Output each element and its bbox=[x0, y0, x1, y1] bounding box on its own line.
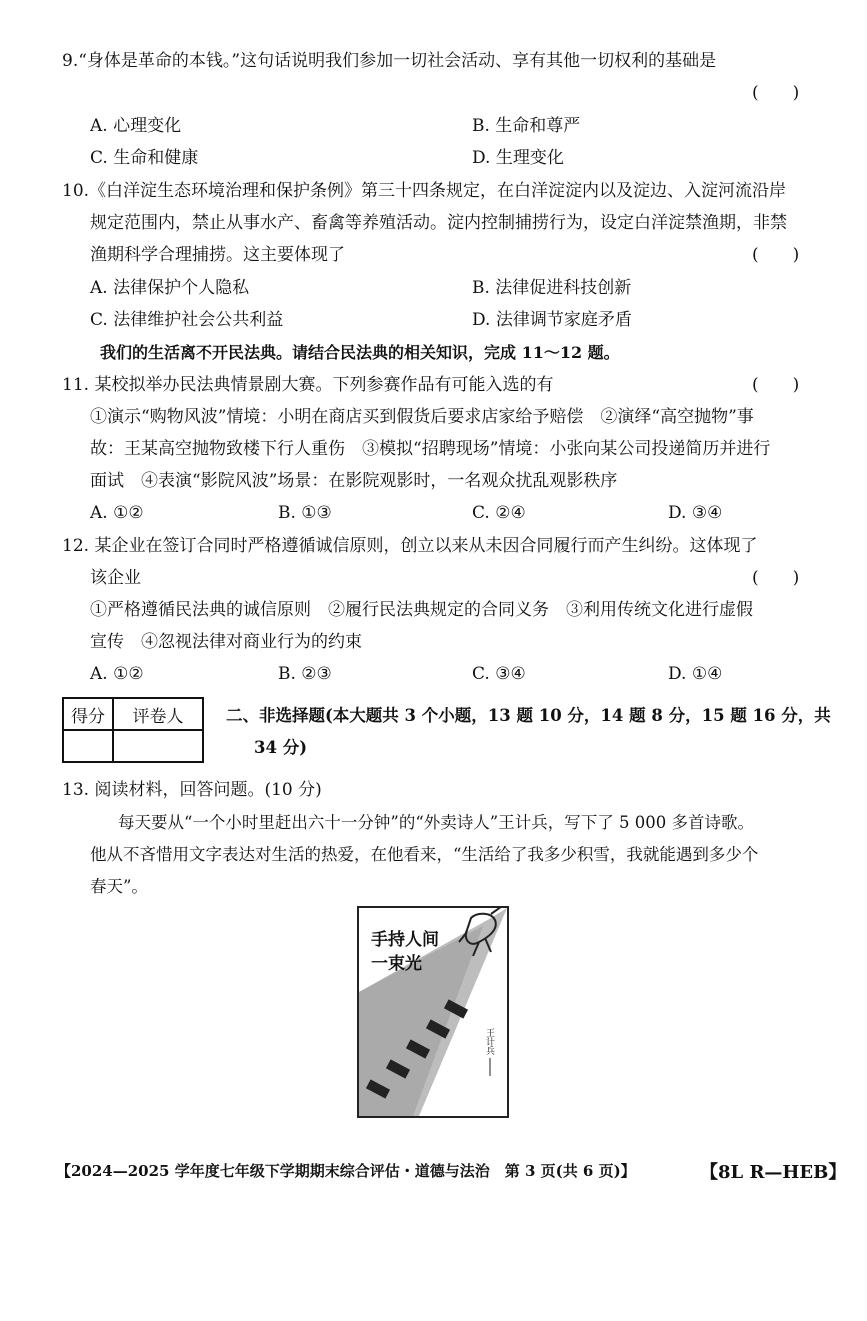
q9-stem: 9.“身体是革命的本钱。”这句话说明我们参加一切社会活动、享有其他一切权利的基础是 bbox=[62, 51, 717, 71]
q10-option-a: A. 法律保护个人隐私 bbox=[90, 278, 250, 298]
q11-option-a: A. ①② bbox=[90, 503, 144, 523]
q9-answer-paren: ( ) bbox=[752, 83, 800, 103]
q12-answer-paren: ( ) bbox=[752, 568, 800, 588]
score-cell[interactable] bbox=[63, 730, 113, 762]
q10-option-b: B. 法律促进科技创新 bbox=[472, 278, 632, 298]
q9-option-b: B. 生命和尊严 bbox=[472, 116, 581, 136]
q11-stem-line1: 11. 某校拟举办民法典情景剧大赛。下列参赛作品有可能入选的有 bbox=[62, 375, 554, 395]
section2-title-line2: 34 分) bbox=[254, 738, 308, 757]
q13-stem: 13. 阅读材料，回答问题。(10 分) bbox=[62, 780, 322, 800]
q10-stem-line2: 规定范围内，禁止从事水产、畜禽等养殖活动。淀内控制捕捞行为，设定白洋淀禁渔期，非禁 bbox=[90, 213, 787, 233]
q12-stem-line2: 该企业 bbox=[90, 568, 141, 588]
q12-option-b: B. ②③ bbox=[278, 664, 332, 684]
q9-option-d: D. 生理变化 bbox=[472, 148, 564, 168]
page-footer: 【2024—2025 学年度七年级下学期期末综合评估・道德与法治 第 3 页(共 6 页)】 bbox=[56, 1162, 636, 1180]
q12-stem-line1: 12. 某企业在签订合同时严格遵循诚信原则，创立以来从未因合同履行而产生纠纷。这体现了 bbox=[62, 536, 758, 556]
q10-stem-line1: 10.《白洋淀生态环境治理和保护条例》第三十四条规定，在白洋淀淀内以及淀边、入淀河流沿岸 bbox=[62, 181, 787, 201]
q11-stem-line2: ①演示“购物风波”情境：小明在商店买到假货后要求店家给予赔偿 ②演绎“高空抛物”事 bbox=[90, 407, 754, 427]
q12-option-a: A. ①② bbox=[90, 664, 144, 684]
grader-cell[interactable] bbox=[113, 730, 203, 762]
paper-code: 【8L R—HEB】 bbox=[700, 1162, 847, 1183]
q11-option-d: D. ③④ bbox=[668, 503, 723, 523]
q11-12-intro: 我们的生活离不开民法典。请结合民法典的相关知识，完成 11～12 题。 bbox=[100, 343, 620, 362]
book-cover-title-line2: 一束光 bbox=[371, 954, 422, 974]
book-cover-title-line1: 手持人间 bbox=[371, 930, 439, 950]
book-cover-image bbox=[357, 906, 509, 1118]
q10-option-c: C. 法律维护社会公共利益 bbox=[90, 310, 284, 330]
q10-option-d: D. 法律调节家庭矛盾 bbox=[472, 310, 632, 330]
q13-material-line2: 他从不吝惜用文字表达对生活的热爱，在他看来，“生活给了我多少积雪，我就能遇到多少个 bbox=[90, 845, 759, 864]
score-table bbox=[62, 697, 204, 763]
q12-stem-line4: 宣传 ④忽视法律对商业行为的约束 bbox=[90, 632, 362, 652]
q12-option-d: D. ①④ bbox=[668, 664, 723, 684]
q11-option-c: C. ②④ bbox=[472, 503, 526, 523]
score-header: 得分 bbox=[63, 698, 113, 730]
q11-stem-line3: 故：王某高空抛物致楼下行人重伤 ③模拟“招聘现场”情境：小张向某公司投递简历并进行 bbox=[90, 439, 771, 459]
q9-option-c: C. 生命和健康 bbox=[90, 148, 199, 168]
section2-title-line1: 二、非选择题(本大题共 3 个小题，13 题 10 分，14 题 8 分，15 题 16 分，共 bbox=[226, 706, 831, 725]
q13-material-line3: 春天”。 bbox=[90, 877, 148, 896]
book-cover-title bbox=[371, 928, 439, 976]
q11-option-b: B. ①③ bbox=[278, 503, 332, 523]
grader-header: 评卷人 bbox=[113, 698, 203, 730]
q11-answer-paren: ( ) bbox=[752, 375, 800, 395]
q11-stem-line4: 面试 ④表演“影院风波”场景：在影院观影时，一名观众扰乱观影秩序 bbox=[90, 471, 618, 491]
q13-material-line1: 每天要从“一个小时里赶出六十一分钟”的“外卖诗人”王计兵，写下了 5 000 多首诗歌。 bbox=[118, 813, 754, 832]
q10-stem-line3: 渔期科学合理捕捞。这主要体现了 bbox=[90, 245, 345, 265]
q9-option-a: A. 心理变化 bbox=[90, 116, 182, 136]
q12-stem-line3: ①严格遵循民法典的诚信原则 ②履行民法典规定的合同义务 ③利用传统文化进行虚假 bbox=[90, 600, 753, 620]
q12-option-c: C. ③④ bbox=[472, 664, 526, 684]
book-cover-author: 王计兵 bbox=[484, 1028, 494, 1055]
q10-answer-paren: ( ) bbox=[752, 245, 800, 265]
